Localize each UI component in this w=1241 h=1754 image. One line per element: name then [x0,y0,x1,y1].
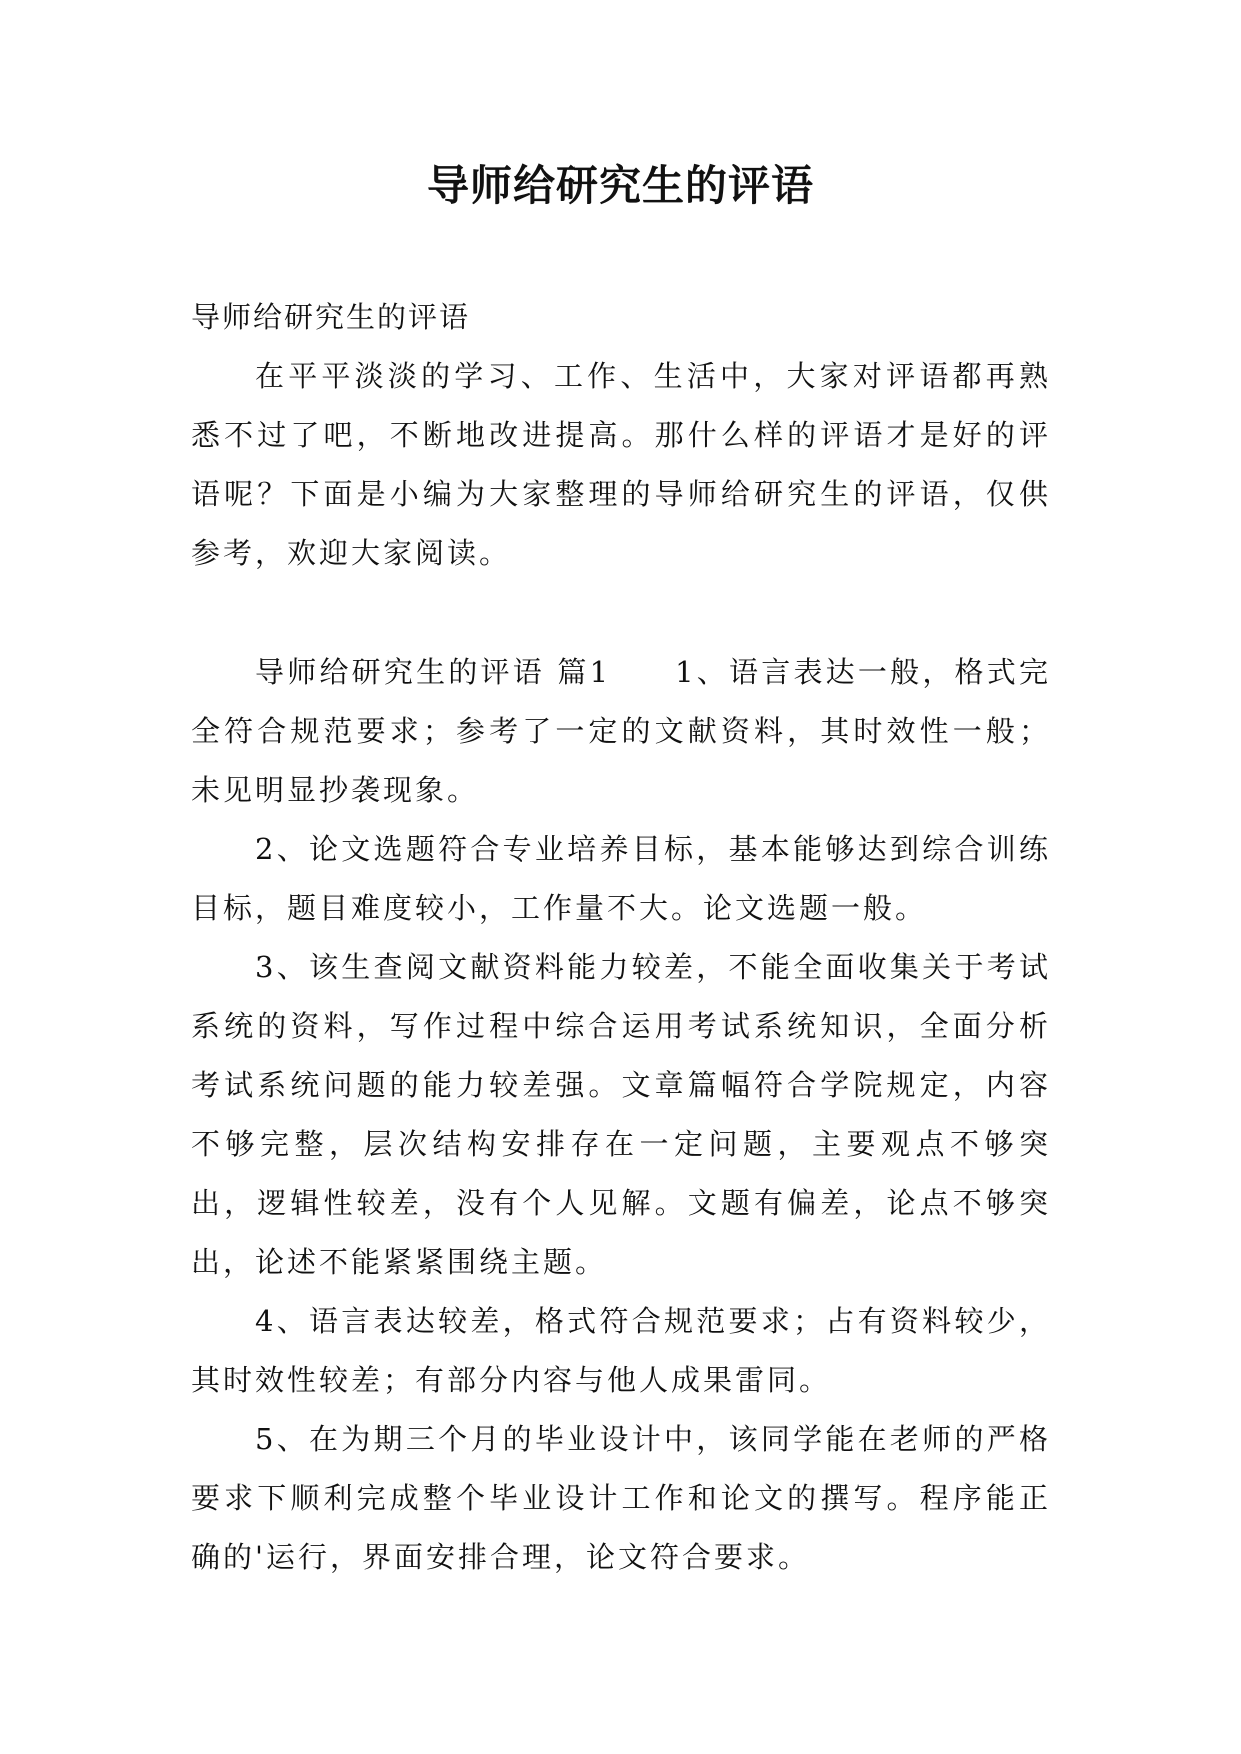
list-item: 5、在为期三个月的毕业设计中，该同学能在老师的严格要求下顺利完成整个毕业设计工作和论文的撰写。程序能正确的'运行，界面安排合理，论文符合要求。 [191,1422,1051,1574]
document-title: 导师给研究生的评语 [426,161,814,210]
list-item: 4、语言表达较差，格式符合规范要求；占有资料较少，其时效性较差；有部分内容与他人成果雷同。 [191,1304,1051,1397]
list-item: 1、语言表达一般，格式完全符合规范要求；参考了一定的文献资料，其时效性一般；未见明显抄袭现象。 [191,655,1051,807]
section-first-paragraph [191,643,1051,820]
list-item: 2、论文选题符合专业培养目标，基本能够达到综合训练目标，题目难度较小，工作量不大。论文选题一般。 [191,832,1051,925]
intro-paragraph: 在平平淡淡的学习、工作、生活中，大家对评语都再熟悉不过了吧，不断地改进提高。那什么样的评语才是好的评语呢？下面是小编为大家整理的导师给研究生的评语，仅供参考，欢迎大家阅读。 [191,359,1051,570]
section-heading: 导师给研究生的评语 篇1 [255,655,612,689]
document-body [191,288,1051,1587]
list-item: 3、该生查阅文献资料能力较差，不能全面收集关于考试系统的资料，写作过程中综合运用考试系统知识，全面分析考试系统问题的能力较差强。文章篇幅符合学院规定，内容不够完整，层次结构安排存在一定问题，主要观点不够突出，逻辑性较差，没有个人见解。文题有偏差，论点不够突出，论述不能紧紧围绕主题。 [191,950,1051,1279]
document-subtitle: 导师给研究生的评语 [191,300,471,334]
